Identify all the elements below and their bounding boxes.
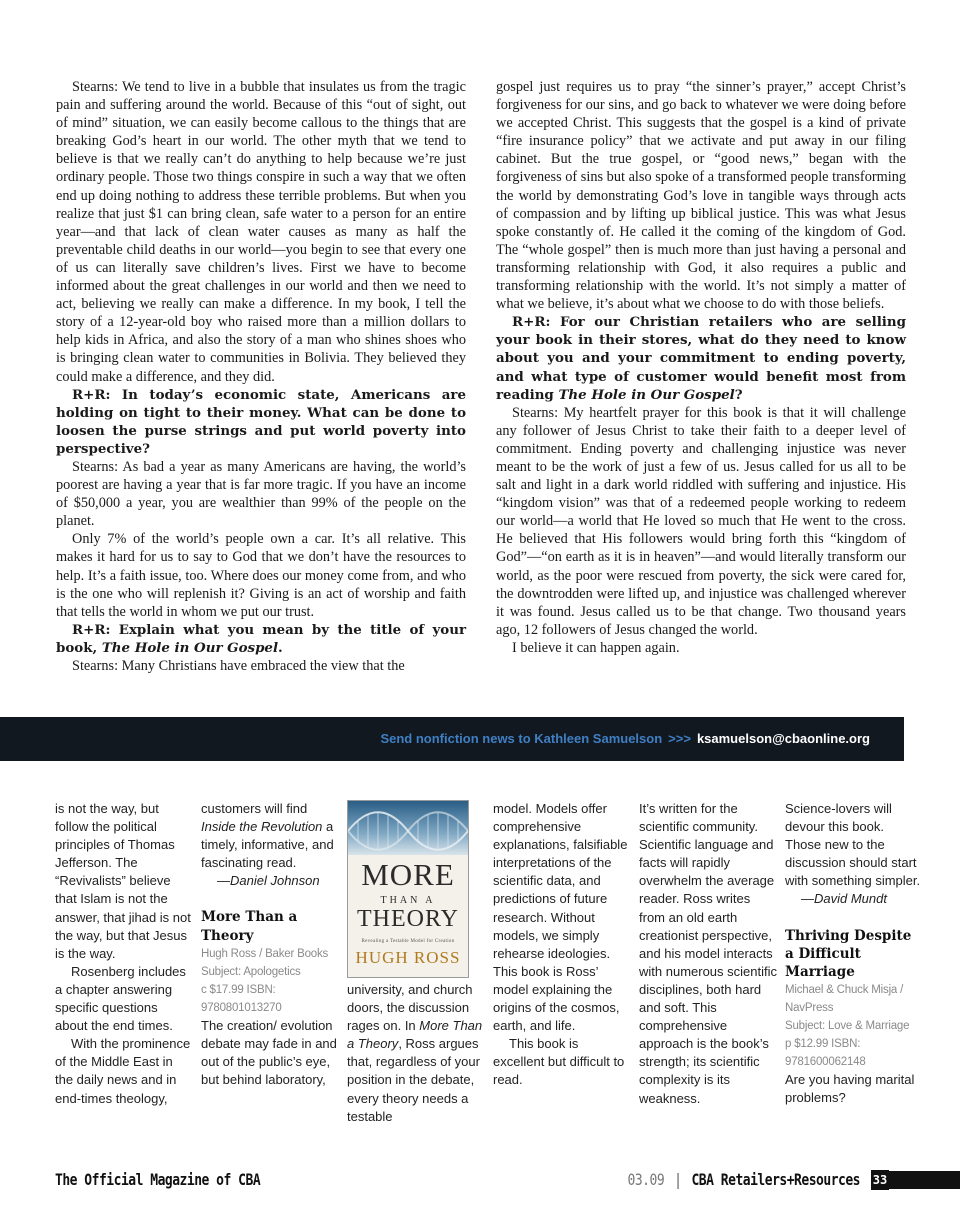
interview-question: R+R: For our Christian retailers who are selling your book in their stores, what do they need to know about you and your commitment to ending poverty, and what type of customer would benefit most from reading The Hole in Our Gospel? [496, 314, 906, 403]
interview-answer: Stearns: As bad a year as many Americans are having, the world’s poorest are having a year that is far more tragic. If you have an income of $50,000 a year, you are wealthier than 99% of the people on the planet. [56, 458, 466, 530]
review-text: It’s written for the scientific community. Scientific language and facts will rapidly overwhelm the average reader. Ross writes from an old earth creationist perspective, and his model interacts with numerous scientific disciplines, both hard and soft. This comprehensive approach is the book’s strength; its scientific complexity is its weakness. [639, 801, 777, 1106]
footer-magazine-name: CBA Retailers+Resources [691, 1171, 860, 1190]
review-column-5 [639, 800, 777, 1108]
review-column-2 [201, 800, 339, 1089]
dna-helix-art [348, 801, 468, 855]
review-text: The creation/ evolution debate may fade in and out of the public’s eye, but behind laboratory, [201, 1018, 337, 1088]
review-column-6 [785, 800, 923, 1108]
review-signature: —Daniel Johnson [217, 873, 320, 889]
banner-text [380, 731, 870, 746]
footer-separator: | [674, 1171, 682, 1190]
interview-column-left [56, 78, 466, 678]
interview-answer: I believe it can happen again. [512, 639, 680, 656]
interview-column-right [496, 78, 906, 678]
book-price-isbn: p $12.99 ISBN: 9781600062148 [785, 1038, 866, 1069]
cover-title-line3: THEORY [357, 906, 459, 932]
dna-helix-icon [348, 801, 468, 855]
cover-subtitle: Revealing a Testable Model for Creation [361, 939, 455, 944]
review-column-3 [347, 981, 485, 1126]
footer-magazine-tagline: The Official Magazine of CBA [55, 1171, 261, 1190]
cover-title-line2: THAN A [380, 895, 436, 906]
book-title: Thriving Despite a Difficult Marriage [785, 927, 912, 980]
banner-email-link[interactable]: ksamuelson@cbaonline.org [696, 731, 870, 746]
review-text: is not the way, but follow the political principles of Thomas Jefferson. The “Revivalists” believe that Islam is not the answer, that jihad is not the way, but that Jesus is the way. [55, 801, 191, 961]
banner-arrows: >>> [668, 731, 691, 746]
banner-label: Send nonfiction news to Kathleen Samuelson [380, 731, 663, 746]
book-subject: Subject: Love & Marriage [785, 1020, 910, 1033]
book-title: More Than a Theory [201, 909, 298, 944]
interview-answer: gospel just requires us to pray “the sinner’s prayer,” accept Christ’s forgiveness for our sins, and go back to whatever we were doing before we accepted Christ. This suggests that the gospel is a kind of private “fire insurance policy” that we activate and put away in our filing cabinet. But the true gospel, or “good news,” began with the forgiveness of sins but also spoke of a transformed people transforming the world by demonstrating God’s love in tangible ways through acts of compassion and by lifting up biblical justice. This was what Jesus spoke constantly of. He called it the coming of the kingdom of God. The “whole gospel” then is much more than just having a personal and transforming relationship with God, it also requires a public and transforming relationship with the world. It’s not simply a matter of what we believe, it’s about what we choose to do with those beliefs. [496, 79, 906, 313]
reviews-section [55, 800, 921, 1150]
footer-issue-info [628, 1171, 860, 1190]
review-text: This book is excellent but difficult to read. [493, 1036, 625, 1088]
cover-title-line1: MORE [361, 857, 455, 892]
book-cover-image [347, 800, 469, 978]
book-price-isbn: c $17.99 ISBN: 9780801013270 [201, 983, 282, 1014]
book-author-publisher: Hugh Ross / Baker Books [201, 947, 329, 960]
interview-answer: Stearns: My heartfelt prayer for this book is that it will challenge any follower of Jesus Christ to take their faith to a deeper level of commitment. Ending poverty and challenging injustice was never meant to be the work of just a few of us. Jesus called for us all to be salt and light in a dark world riddled with suffering and injustice. His “kingdom vision” was that of a redeemed people working to redeem our world—a world that He loved so much that He went to the cross. He believed that His followers would bring forth this “kingdom of God”—“on earth as it is in heaven”—and would literally transform our world, as the poor were rescued from poverty, the sick were cared for, the downtrodden were lifted up, and injustice was challenged wherever it was found. Jesus called us to be that change. Two thousand years ago, 12 followers of Jesus changed the world. [496, 404, 906, 638]
interview-section [56, 78, 906, 678]
review-text: model. Models offer comprehensive explanations, falsifiable interpretations of the scientific data, and predictions of future research. Without models, we simply rehearse ideologies. This book is Ross’ model explaining the origins of the cosmos, earth, and life. [493, 801, 628, 1034]
interview-answer: Stearns: We tend to live in a bubble that insulates us from the tragic pain and suffering around the world. Because of this “out of sight, out of mind” situation, we can easily become callous to the things that are breaking God’s heart in our world. The other myth that we tend to believe is that we really can’t do anything to help because we’re just ordinary people. Those two things conspire in such a way that we often end up doing nothing to address these terrible problems. But when you realize that just $1 can bring clean, safe water to a person for an entire year—and that lack of clean water causes as many as half the preventable child deaths in our world—you begin to see that every one of us can literally save children’s lives. First we have to become informed about the great challenges in our world and then we need to act, believing we really can make a difference. In my book, I tell the story of a 12-year-old boy who raised more than a million dollars to help kids in Africa, and also the story of a man who shines shoes who is bringing clean water to communities in Bolivia. They believed they could make a difference, and they did. [56, 79, 466, 385]
interview-answer: Only 7% of the world’s people own a car. It’s all relative. This makes it hard for us to say to God that we don’t have the resources to help. It’s a faith issue, too. Where does our money come from, and who is the one who will replenish it? Giving is an act of worship and faith that tells the world in whom we put our trust. [56, 531, 466, 620]
review-text: university, and church doors, the discussion rages on. In More Than a Theory, Ross argues that, regardless of your position in the debate, every theory needs a testable [347, 982, 483, 1124]
book-author-publisher: Michael & Chuck Misja / NavPress [785, 983, 904, 1014]
footer-date: 03.09 [627, 1171, 665, 1190]
cover-author: HUGH ROSS [355, 948, 461, 967]
interview-answer: Stearns: Many Christians have embraced the view that the [72, 658, 405, 674]
review-text: Science-lovers will devour this book. Those new to the discussion should start with something simpler. [785, 801, 921, 889]
review-text: With the prominence of the Middle East in the daily news and in end-times theology, [55, 1036, 191, 1106]
review-signature: —David Mundt [801, 891, 887, 907]
interview-question: R+R: In today’s economic state, Americans are holding on tight to their money. What can be done to loosen the purse strings and put world poverty into perspective? [56, 386, 466, 457]
review-text: Are you having marital problems? [785, 1072, 915, 1106]
page-number: 33 [871, 1170, 889, 1190]
review-column-1 [55, 800, 193, 1108]
book-subject: Subject: Apologetics [201, 965, 301, 978]
news-banner [0, 717, 904, 761]
review-column-4 [493, 800, 631, 1090]
interview-question: R+R: Explain what you mean by the title of your book, The Hole in Our Gospel. [56, 621, 466, 656]
review-text: Rosenberg includes a chapter answering specific questions about the end times. [55, 963, 186, 1034]
review-text: customers will find Inside the Revolution a timely, informative, and fascinating read. [201, 801, 334, 871]
footer-bar [889, 1171, 960, 1189]
